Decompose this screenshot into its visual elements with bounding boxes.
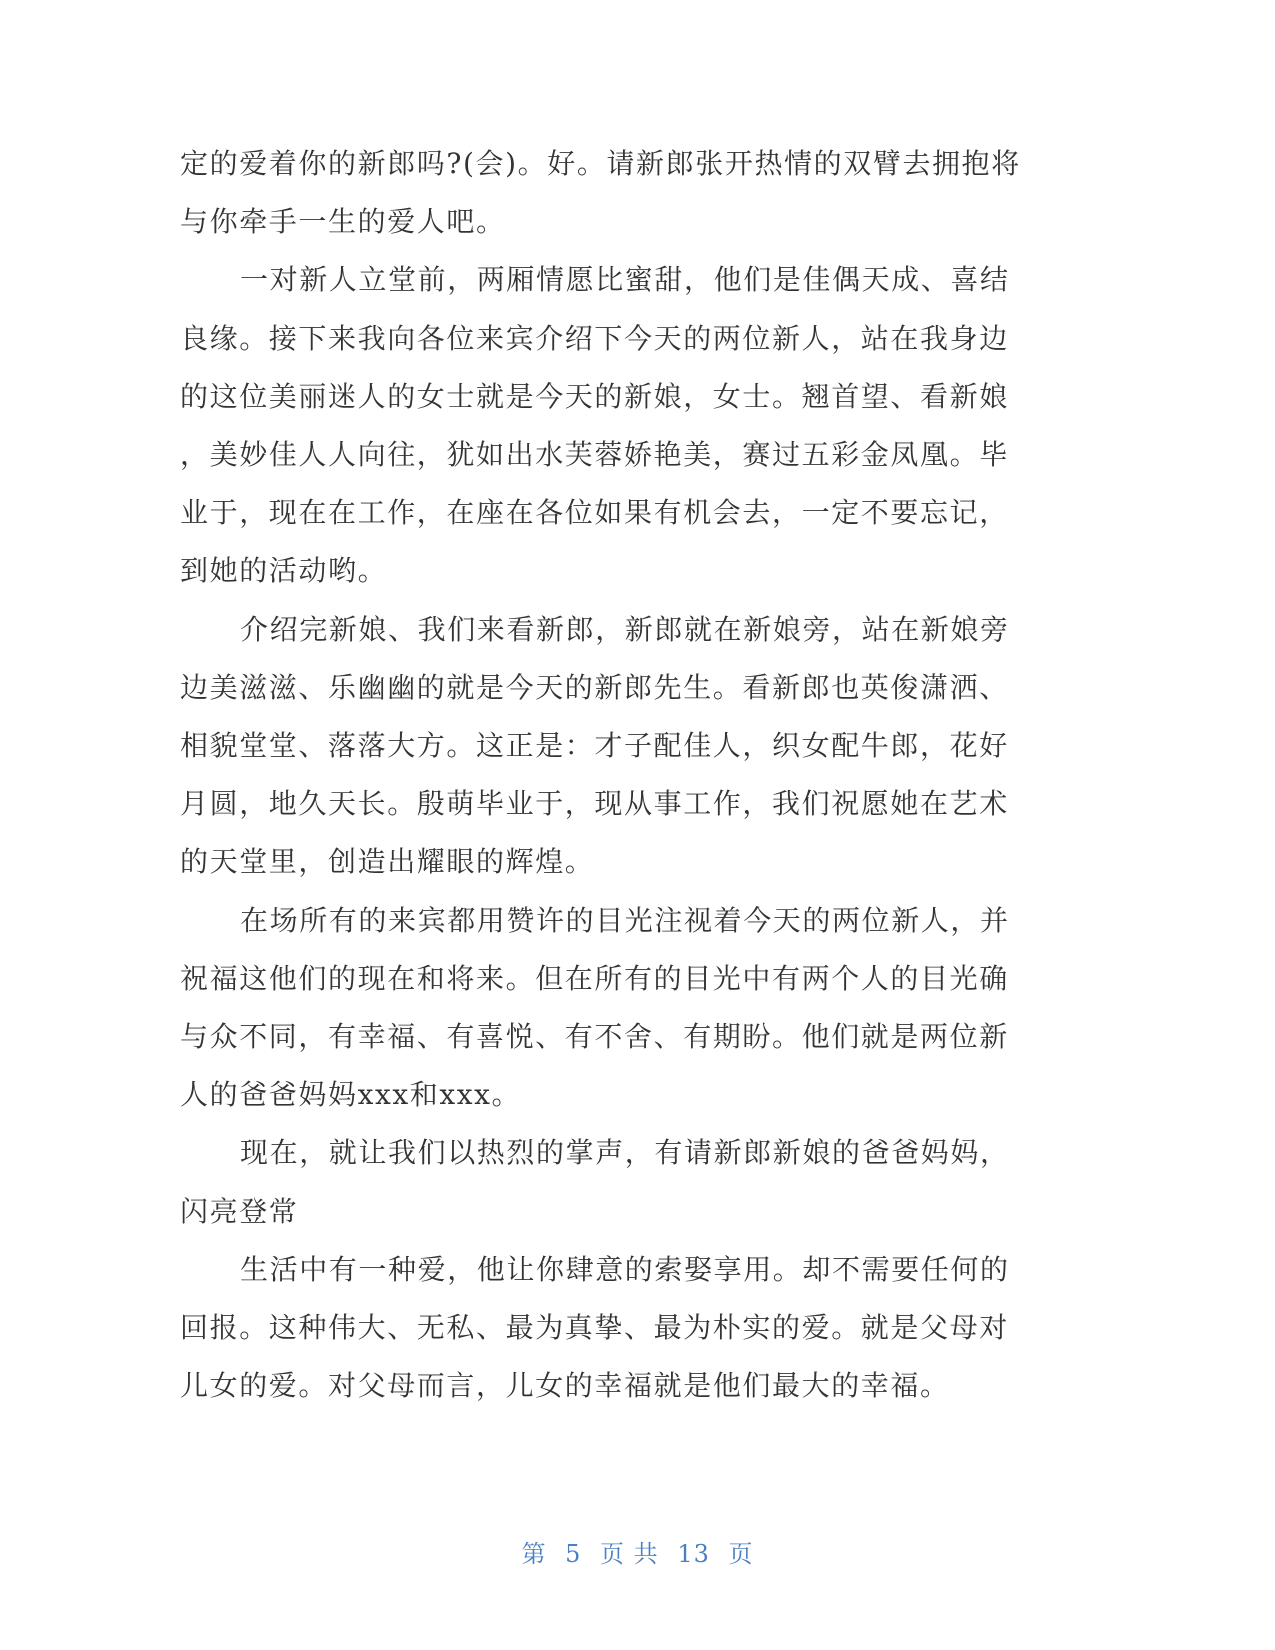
document-body — [180, 135, 1040, 1415]
text-line: 祝福这他们的现在和将来。但在所有的目光中有两个人的目光确 — [180, 961, 1009, 995]
text-line: 在场所有的来宾都用赞许的目光注视着今天的两位新人，并 — [240, 903, 1010, 937]
text-line: 相貌堂堂、落落大方。这正是：才子配佳人，织女配牛郎，花好 — [180, 729, 1009, 763]
page-total: 13 — [677, 1540, 710, 1568]
paragraph-5 — [180, 1124, 1040, 1240]
text-line: 回报。这种伟大、无私、最为真挚、最为朴实的爱。就是父母对 — [180, 1311, 1009, 1345]
text-line: 业于，现在在工作，在座在各位如果有机会去，一定不要忘记， — [180, 496, 1009, 530]
text-line: 儿女的爱。对父母而言，儿女的幸福就是他们最大的幸福。 — [180, 1369, 950, 1403]
text-line: 与众不同，有幸福、有喜悦、有不舍、有期盼。他们就是两位新 — [180, 1020, 1009, 1054]
paragraph-1 — [180, 135, 1040, 251]
text-line: 良缘。接下来我向各位来宾介绍下今天的两位新人，站在我身边 — [180, 321, 1009, 355]
page-footer — [0, 1534, 1275, 1569]
footer-suffix: 页 — [728, 1540, 754, 1568]
page-number: 5 — [565, 1540, 582, 1568]
paragraph-3 — [180, 601, 1040, 892]
paragraph-2 — [180, 251, 1040, 600]
text-line: 现在，就让我们以热烈的掌声，有请新郎新娘的爸爸妈妈， — [240, 1136, 1010, 1170]
text-line: 生活中有一种爱，他让你肆意的索娶享用。却不需要任何的 — [240, 1252, 1010, 1286]
text-line: 的天堂里，创造出耀眼的辉煌。 — [180, 845, 595, 879]
text-line: 到她的活动哟。 — [180, 554, 388, 588]
text-line: 人的爸爸妈妈xxx和xxx。 — [180, 1078, 522, 1112]
text-line: 的这位美丽迷人的女士就是今天的新娘，女士。翘首望、看新娘 — [180, 379, 1009, 413]
text-line: 与你牵手一生的爱人吧。 — [180, 205, 506, 239]
footer-middle: 页 共 — [600, 1540, 659, 1568]
paragraph-6 — [180, 1241, 1040, 1416]
text-line: 月圆，地久天长。殷萌毕业于，现从事工作，我们祝愿她在艺术 — [180, 787, 1009, 821]
text-line: 介绍完新娘、我们来看新郎，新郎就在新娘旁，站在新娘旁 — [240, 612, 1010, 646]
footer-prefix: 第 — [521, 1540, 547, 1568]
paragraph-4 — [180, 892, 1040, 1125]
text-line: 定的爱着你的新郎吗?(会)。好。请新郎张开热情的双臂去拥抱将 — [180, 147, 1021, 180]
text-line: 边美滋滋、乐幽幽的就是今天的新郎先生。看新郎也英俊潇洒、 — [180, 670, 1009, 704]
text-line: 一对新人立堂前，两厢情愿比蜜甜，他们是佳偶天成、喜结 — [240, 263, 1010, 297]
text-line: ，美妙佳人人向往，犹如出水芙蓉娇艳美，赛过五彩金凤凰。毕 — [180, 438, 1009, 472]
text-line: 闪亮登常 — [180, 1194, 299, 1228]
